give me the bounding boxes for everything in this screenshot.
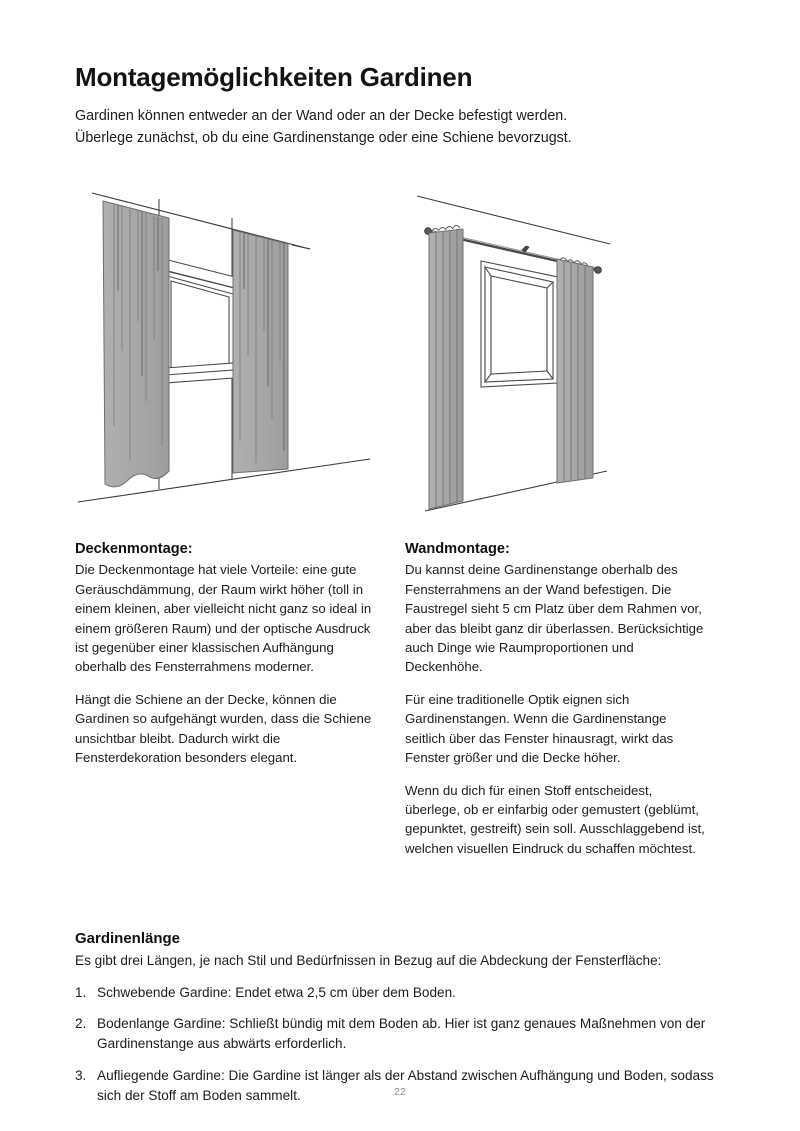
curtain-panel-left [429, 226, 463, 510]
list-item [75, 983, 725, 1003]
ceiling-mount-figure [70, 171, 400, 523]
column-deckenmontage [75, 541, 380, 858]
page-title: Montagemöglichkeiten Gardinen [75, 62, 473, 92]
wandmontage-paragraph-3: Wenn du dich für einen Stoff entscheidest, überlege, ob er einfarbig oder gemustert (geblümt, gepunktet, gestreift) sein soll. Ausschlaggebend ist, welchen visuellen Eindruck du schaffen möchtest. [405, 782, 705, 856]
illustration-row [75, 171, 725, 523]
list-marker: 3. [75, 1067, 87, 1083]
page-content [75, 0, 725, 1106]
list-marker: 2. [75, 1015, 87, 1031]
intro-line-2: Überlege zunächst, ob du eine Gardinenstange oder eine Schiene bevorzugst. [75, 129, 572, 146]
deckenmontage-paragraph-1: Die Deckenmontage hat viele Vorteile: eine gute Geräuschdämmung, der Raum wirkt höher (toll in einem kleinen, aber vielleicht nicht ganz so ideal in einem größeren Raum) und der optische Ausdruck ist gegenüber einer klassischen Aufhängung oberhalb des Fensterrahmens moderner. [75, 562, 372, 675]
wandmontage-paragraph-2: Für eine traditionelle Optik eignen sich Gardinenstangen. Wenn die Gardinenstange seitlich über das Fenster hinausragt, wirkt das Fenster größer und die Decke höher. [405, 691, 674, 766]
page-number: 22 [394, 1086, 406, 1098]
list-item-text: Schwebende Gardine: Endet etwa 2,5 cm über dem Boden. [97, 984, 456, 1000]
list-marker: 1. [75, 984, 87, 1000]
wall-mount-figure [395, 171, 725, 523]
column-wandmontage [405, 541, 710, 858]
list-item-text: Aufliegende Gardine: Die Gardine ist länger als der Abstand zwischen Aufhängung und Boden, sodass sich der Stoff am Boden sammelt. [97, 1067, 714, 1104]
list-item [75, 1014, 725, 1055]
intro-line-1: Gardinen können entweder an der Wand oder an der Decke befestigt werden. [75, 108, 568, 124]
intro-paragraph [75, 93, 700, 149]
two-column-body [75, 541, 725, 858]
curtain-panel-right [557, 258, 593, 483]
deckenmontage-paragraph-2: Hängt die Schiene an der Decke, können die Gardinen so aufgehängt wurden, dass die Schiene unsichtbar bleibt. Dadurch wirkt die Fensterdekoration besonders elegant. [75, 691, 372, 766]
heading-wandmontage: Wandmontage: [405, 541, 510, 558]
curtain-panel-left [103, 201, 169, 487]
heading-deckenmontage: Deckenmontage: [75, 541, 193, 558]
gardinenlaenge-section [75, 930, 725, 1106]
gardinenlaenge-lead: Es gibt drei Längen, je nach Stil und Bedürfnissen in Bezug auf die Abdeckung der Fensterfläche: [75, 953, 662, 969]
curtain-panel-right [233, 230, 288, 473]
list-item-text: Bodenlange Gardine: Schließt bündig mit dem Boden ab. Hier ist ganz genaues Maßnehmen von der Gardinenstange aus abwärts erforderlich. [97, 1015, 706, 1052]
window-frame [159, 199, 235, 489]
window-frame [481, 261, 558, 387]
wandmontage-paragraph-1: Du kannst deine Gardinenstange oberhalb des Fensterrahmens an der Wand befestigen. Die Faustregel sieht 5 cm Platz über dem Rahmen vor, aber das bleibt ganz dir überlassen. Berücksichtige auch Dinge wie Raumproportionen und Deckenhöhe. [405, 562, 704, 675]
heading-gardinenlaenge: Gardinenlänge [75, 930, 181, 948]
